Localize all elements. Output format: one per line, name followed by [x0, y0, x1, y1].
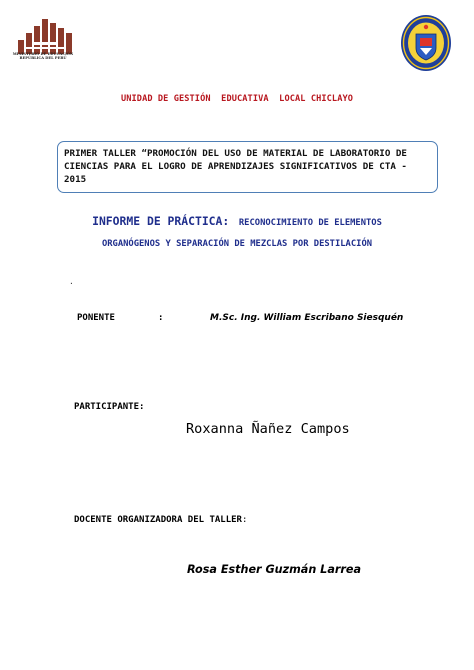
- ministry-caption: MINISTERIO DE EDUCACIÓN REPÚBLICA DEL PERÚ: [12, 52, 74, 61]
- university-seal-icon: [400, 14, 452, 72]
- ugel-heading: UNIDAD DE GESTIÓN EDUCATIVA LOCAL CHICLAYO: [120, 94, 354, 104]
- taller-title-box: [57, 141, 438, 193]
- informe-title-line1: RECONOCIMIENTO DE ELEMENTOS: [238, 218, 382, 228]
- participante-label: PARTICIPANTE:: [74, 402, 145, 412]
- docente-label: [74, 515, 247, 525]
- docente-label-text: DOCENTE ORGANIZADORA DEL TALLER: [74, 515, 242, 525]
- ponente-name: M.Sc. Ing. William Escribano Siesquén: [210, 313, 404, 323]
- docente-colon: :: [241, 515, 248, 525]
- ponente-label: PONENTE: [77, 313, 115, 323]
- informe-heading: [0, 209, 474, 255]
- informe-label: INFORME DE PRÁCTICA:: [92, 214, 230, 228]
- ponente-colon: :: [158, 313, 164, 323]
- informe-title-line2: ORGANÓGENOS Y SEPARACIÓN DE MEZCLAS POR DESTILACIÓN: [101, 239, 373, 249]
- stray-dot: .: [69, 277, 74, 286]
- participante-name: Roxanna Ñañez Campos: [186, 421, 350, 437]
- docente-name: Rosa Esther Guzmán Larrea: [187, 563, 362, 576]
- taller-title: PRIMER TALLER “PROMOCIÓN DEL USO DE MATERIAL DE LABORATORIO DE CIENCIAS PARA EL LOGRO DE APRENDIZAJES SIGNIFICATIVOS DE CTA - 2015: [64, 148, 407, 185]
